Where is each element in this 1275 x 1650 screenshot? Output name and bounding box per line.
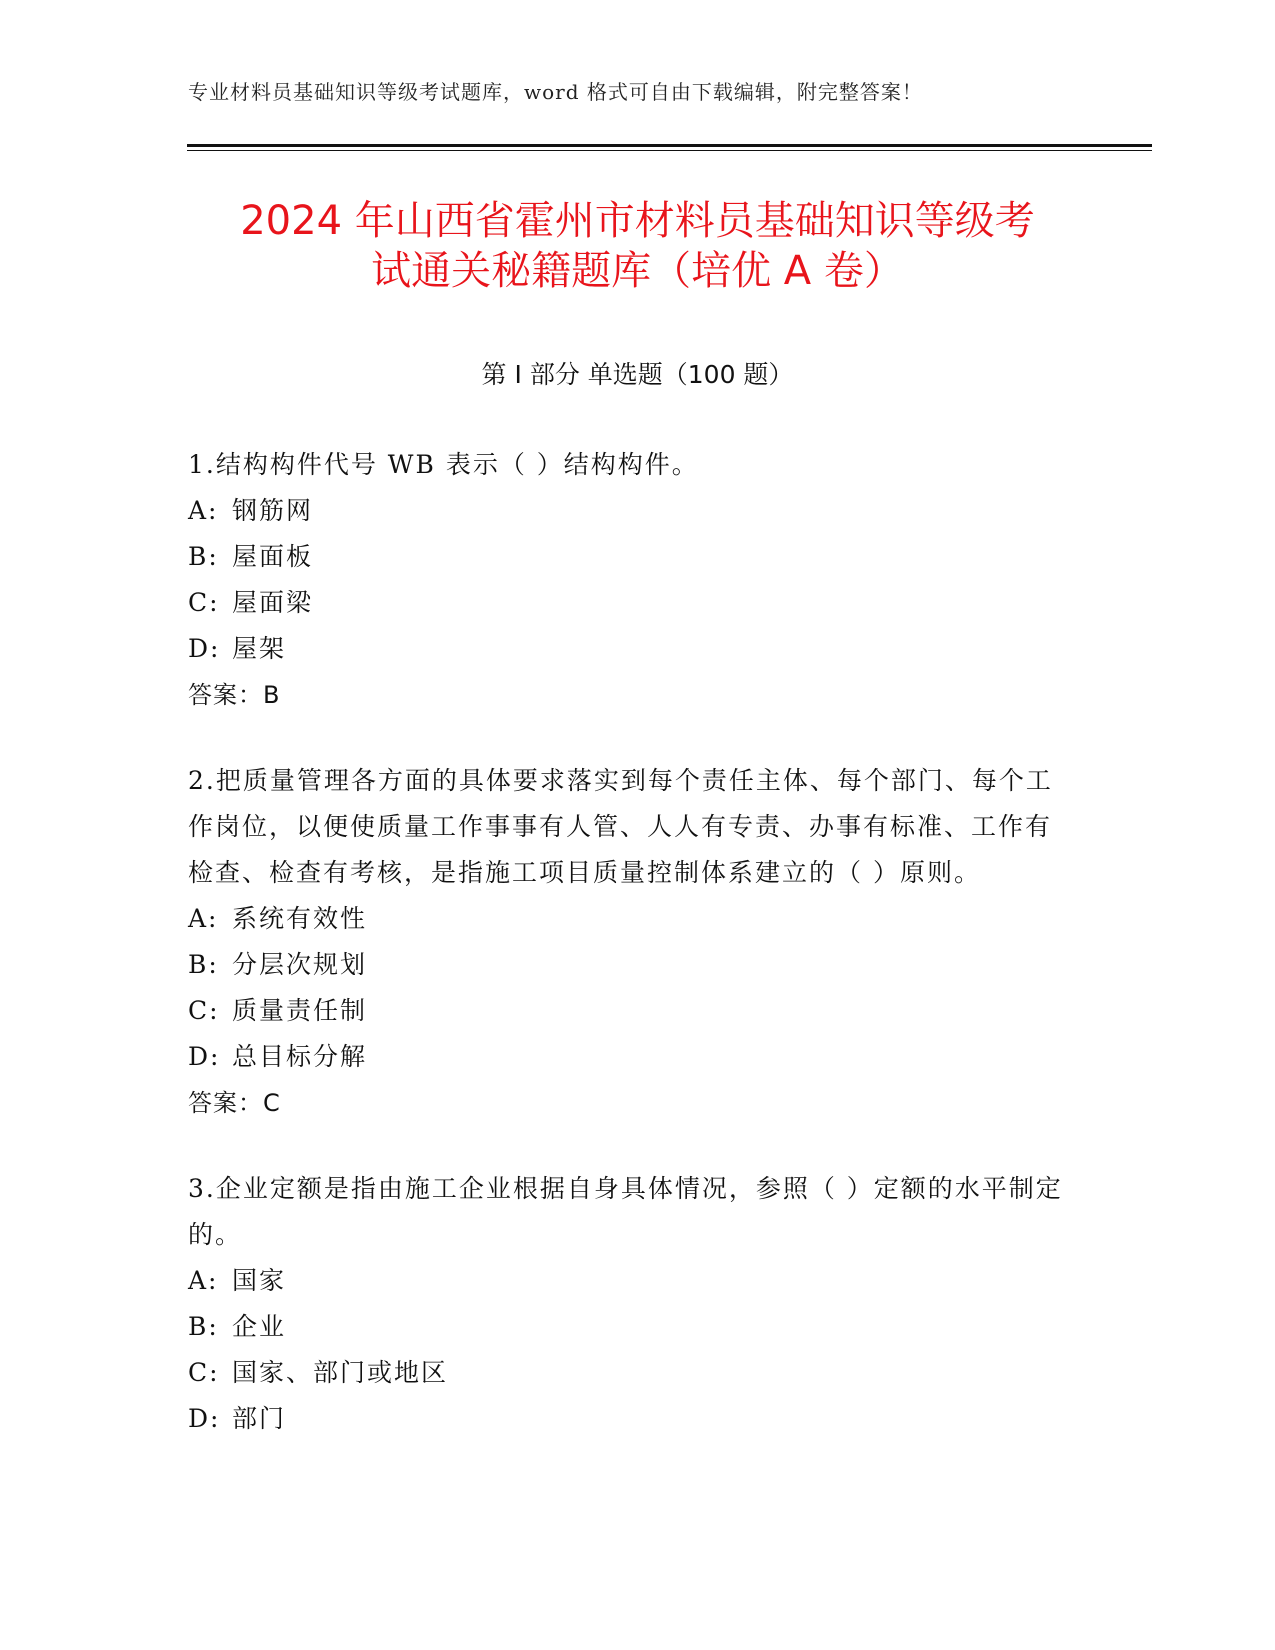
option-a [188,896,1078,942]
option-letter: A: [188,496,219,525]
option-letter: C: [188,1358,220,1387]
option-letter: B: [188,542,219,571]
option-letter: C: [188,996,220,1025]
question-1 [188,442,1078,718]
option-a [188,488,1078,534]
question-2 [188,758,1078,1126]
option-text: 部门 [232,1404,287,1433]
option-b [188,1304,1078,1350]
option-text: 总目标分解 [232,1042,368,1071]
option-text: 国家、部门或地区 [232,1358,449,1387]
option-letter: D: [188,1404,221,1433]
option-text: 企业 [232,1312,287,1341]
option-text: 钢筋网 [232,496,314,525]
option-a [188,1258,1078,1304]
option-b [188,942,1078,988]
option-c [188,580,1078,626]
question-text: 3.企业定额是指由施工企业根据自身具体情况，参照（ ）定额的水平制定的。 [188,1174,1063,1249]
question-list [188,442,1078,1482]
answer: 答案：B [188,681,281,709]
section-heading: 第 I 部分 单选题（100 题） [481,360,794,389]
option-d [188,626,1078,672]
title-line-2: 试通关秘籍题库（培优 A 卷） [371,248,904,294]
header-rule-thin [187,150,1152,151]
option-letter: A: [188,904,219,933]
option-text: 屋面梁 [232,588,314,617]
header-note: 专业材料员基础知识等级考试题库，word 格式可自由下载编辑，附完整答案！ [188,80,923,104]
option-letter: C: [188,588,220,617]
option-text: 屋面板 [232,542,314,571]
option-text: 质量责任制 [232,996,368,1025]
answer: 答案：C [188,1089,281,1117]
option-text: 国家 [232,1266,287,1295]
question-text: 2.把质量管理各方面的具体要求落实到每个责任主体、每个部门、每个工作岗位，以便使质量工作事事有人管、人人有专责、办事有标准、工作有检查、检查有考核，是指施工项目质量控制体系建立的（ ）原则。 [188,766,1053,887]
question-text: 1.结构构件代号 WB 表示（ ）结构构件。 [188,450,699,479]
option-letter: B: [188,950,219,979]
option-letter: B: [188,1312,219,1341]
option-letter: A: [188,1266,219,1295]
option-letter: D: [188,634,221,663]
option-text: 屋架 [232,634,287,663]
option-b [188,534,1078,580]
option-d [188,1396,1078,1442]
option-text: 分层次规划 [232,950,368,979]
document-title [160,196,1115,296]
header-rule-thick [187,144,1152,147]
option-c [188,988,1078,1034]
option-letter: D: [188,1042,221,1071]
question-3 [188,1166,1078,1442]
title-line-1: 2024 年山西省霍州市材料员基础知识等级考 [240,198,1035,244]
option-text: 系统有效性 [232,904,368,933]
option-c [188,1350,1078,1396]
option-d [188,1034,1078,1080]
